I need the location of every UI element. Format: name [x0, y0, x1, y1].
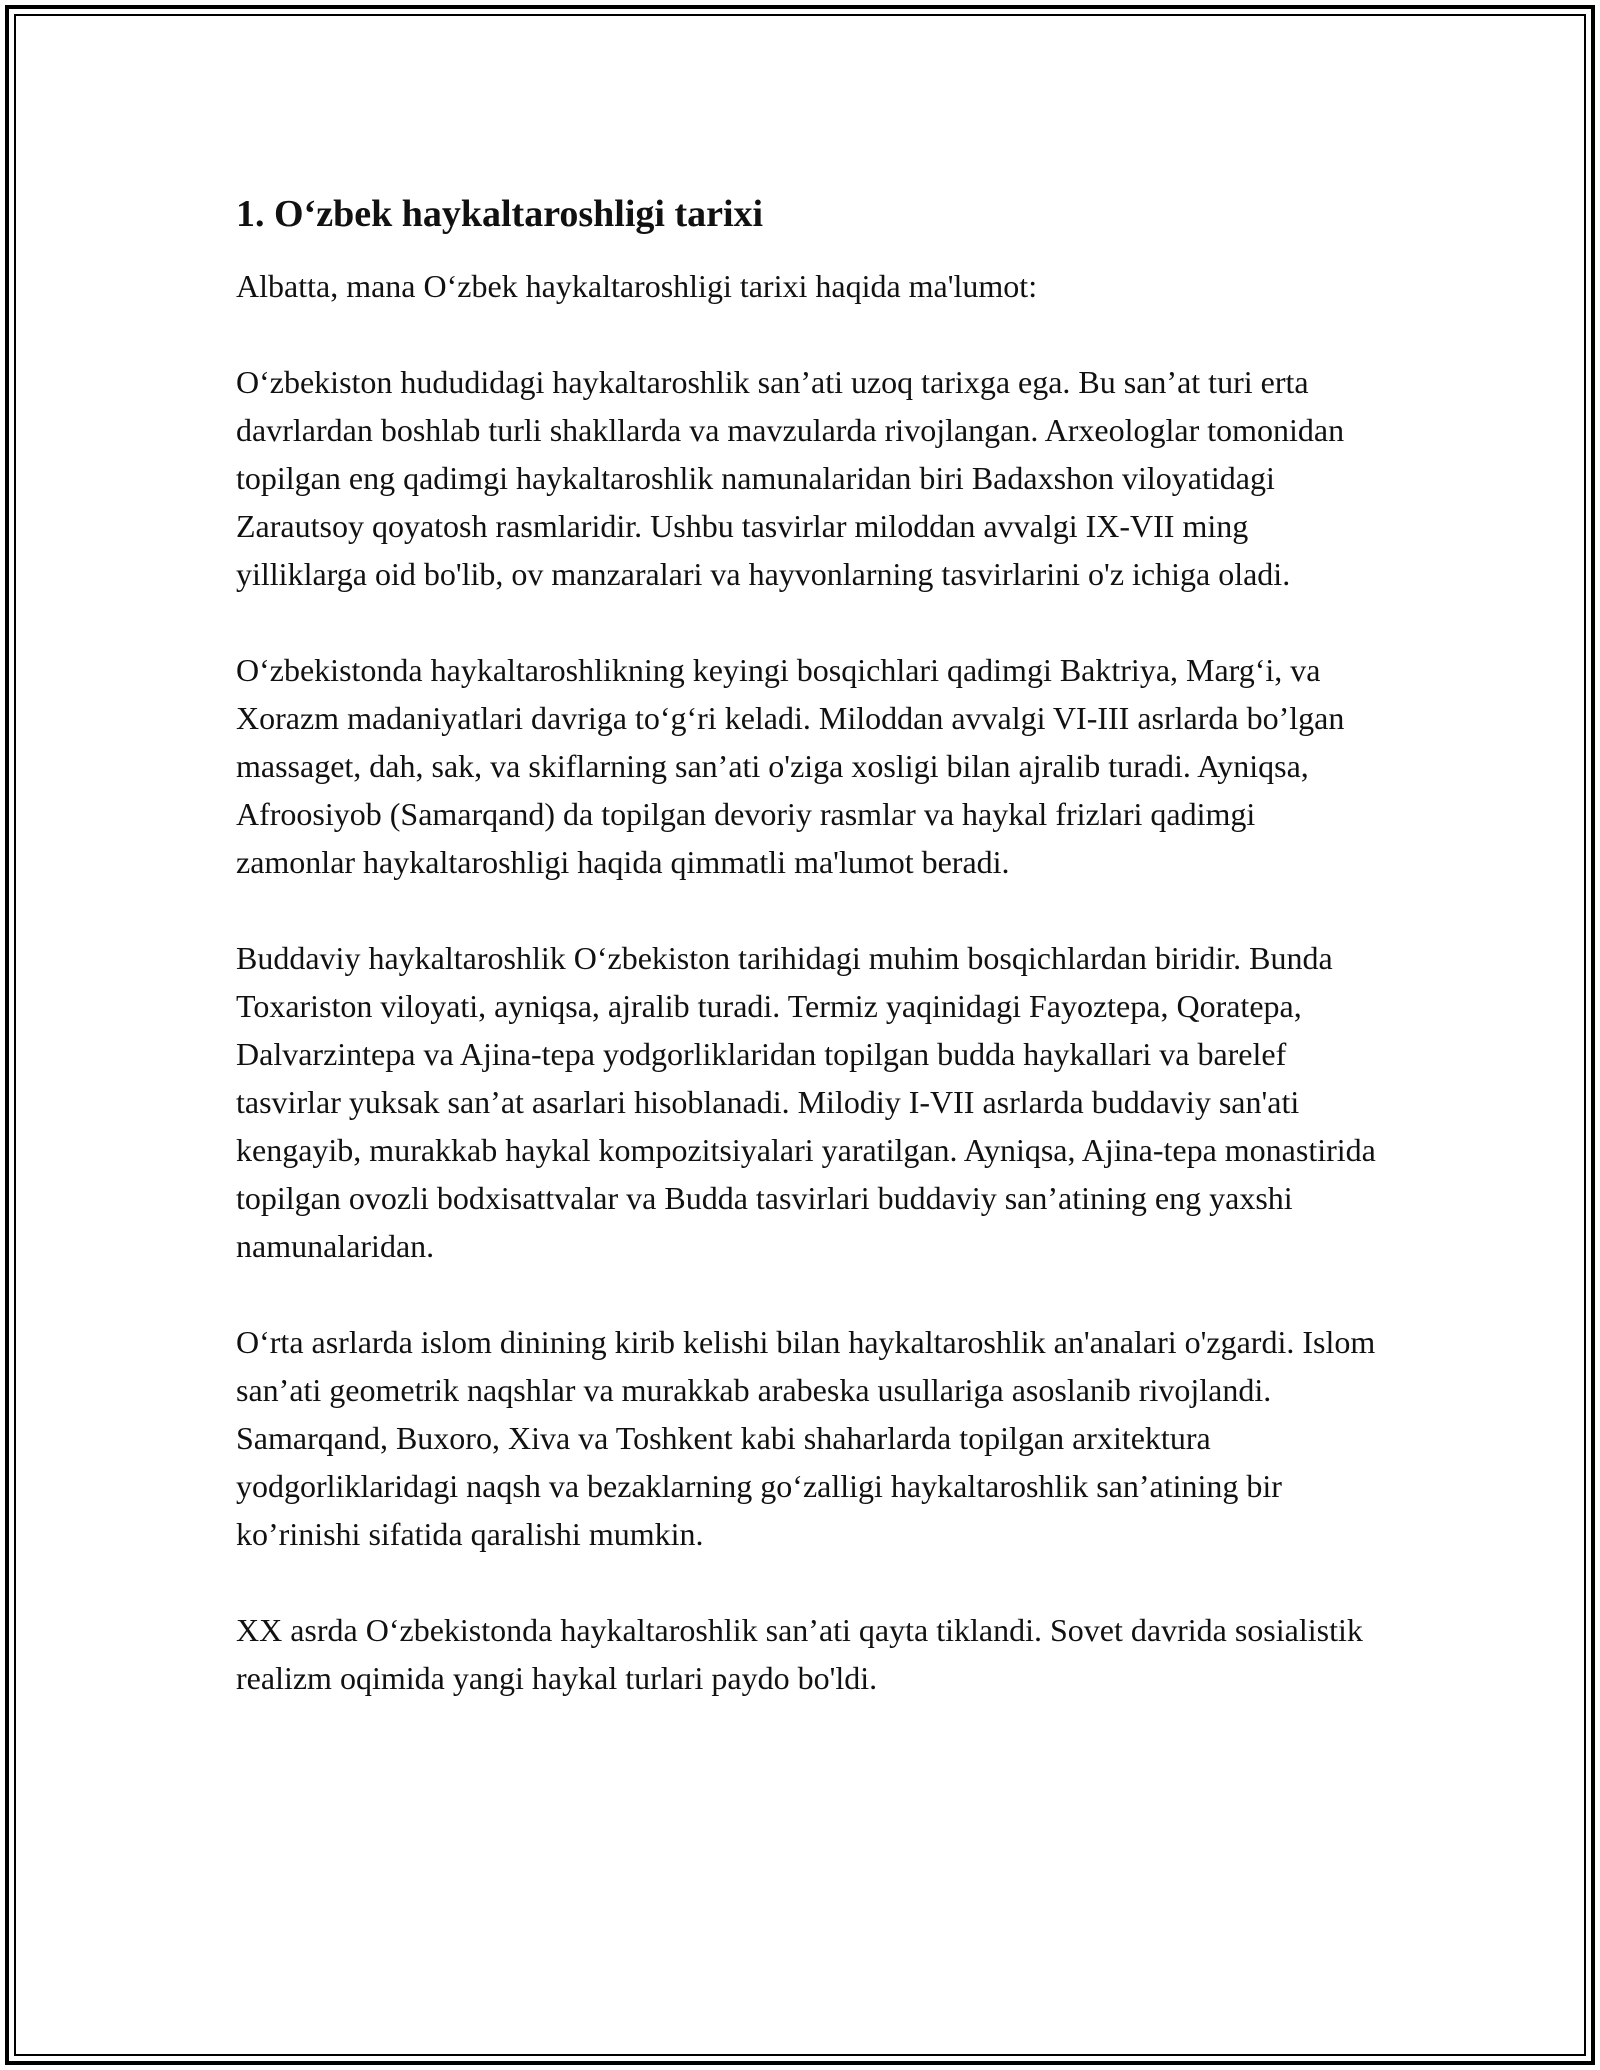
paragraph-medieval-islamic: O‘rta asrlarda islom dinining kirib kelishi bilan haykaltaroshlik an'analari o'zgardi. Islom san’ati geometrik naqshlar va murakkab arabeska usullariga asoslanib rivojlandi. Samarqand, Buxoro, Xiva va Toshkent kabi shaharlarda topilgan arxitektura yodgorliklaridagi naqsh va bezaklarning go‘zalligi haykaltaroshlik san’atining bir ko’rinishi sifatida qaralishi mumkin.	[236, 1324, 1376, 1552]
document-body	[236, 186, 1376, 1750]
paragraph-buddhist-sculpture: Buddaviy haykaltaroshlik O‘zbekiston tarihidagi muhim bosqichlardan biridir. Bunda Toxariston viloyati, ayniqsa, ajralib turadi. Termiz yaqinidagi Fayoztepa, Qoratepa, Dalvarzintepa va Ajina-tepa yodgorliklaridan topilgan budda haykallari va barelef tasvirlar yuksak san’at asarlari hisoblanadi. Milodiy I-VII asrlarda buddaviy san'ati kengayib, murakkab haykal kompozitsiyalari yaratilgan. Ayniqsa, Ajina-tepa monastirida topilgan ovozli bodxisattvalar va Budda tasvirlari buddaviy san’atining eng yaxshi namunalaridan.	[236, 940, 1376, 1264]
section-heading: 1. O‘zbek haykaltaroshligi tarixi	[236, 193, 764, 235]
paragraph-ancient-origins: O‘zbekiston hududidagi haykaltaroshlik san’ati uzoq tarixga ega. Bu san’at turi erta davrlardan boshlab turli shakllarda va mavzularda rivojlangan. Arxeologlar tomonidan topilgan eng qadimgi haykaltaroshlik namunalaridan biri Badaxshon viloyatidagi Zarautsoy qoyatosh rasmlaridir. Ushbu tasvirlar miloddan avvalgi IX-VII ming yilliklarga oid bo'lib, ov manzaralari va hayvonlarning tasvirlarini o'z ichiga oladi.	[236, 364, 1345, 592]
paragraph-ancient-cultures: O‘zbekistonda haykaltaroshlikning keyingi bosqichlari qadimgi Baktriya, Marg‘i, va Xorazm madaniyatlari davriga to‘g‘ri keladi. Miloddan avvalgi VI-III asrlarda bo’lgan massaget, dah, sak, va skiflarning san’ati o'ziga xosligi bilan ajralib turadi. Ayniqsa, Afroosiyob (Samarqand) da topilgan devoriy rasmlar va haykal frizlari qadimgi zamonlar haykaltaroshligi haqida qimmatli ma'lumot beradi.	[236, 652, 1345, 880]
paragraph-twentieth-century: XX asrda O‘zbekistonda haykaltaroshlik san’ati qayta tiklandi. Sovet davrida sosialistik realizm oqimida yangi haykal turlari paydo bo'ldi.	[236, 1612, 1363, 1696]
intro-paragraph: Albatta, mana O‘zbek haykaltaroshligi tarixi haqida ma'lumot:	[236, 268, 1038, 304]
